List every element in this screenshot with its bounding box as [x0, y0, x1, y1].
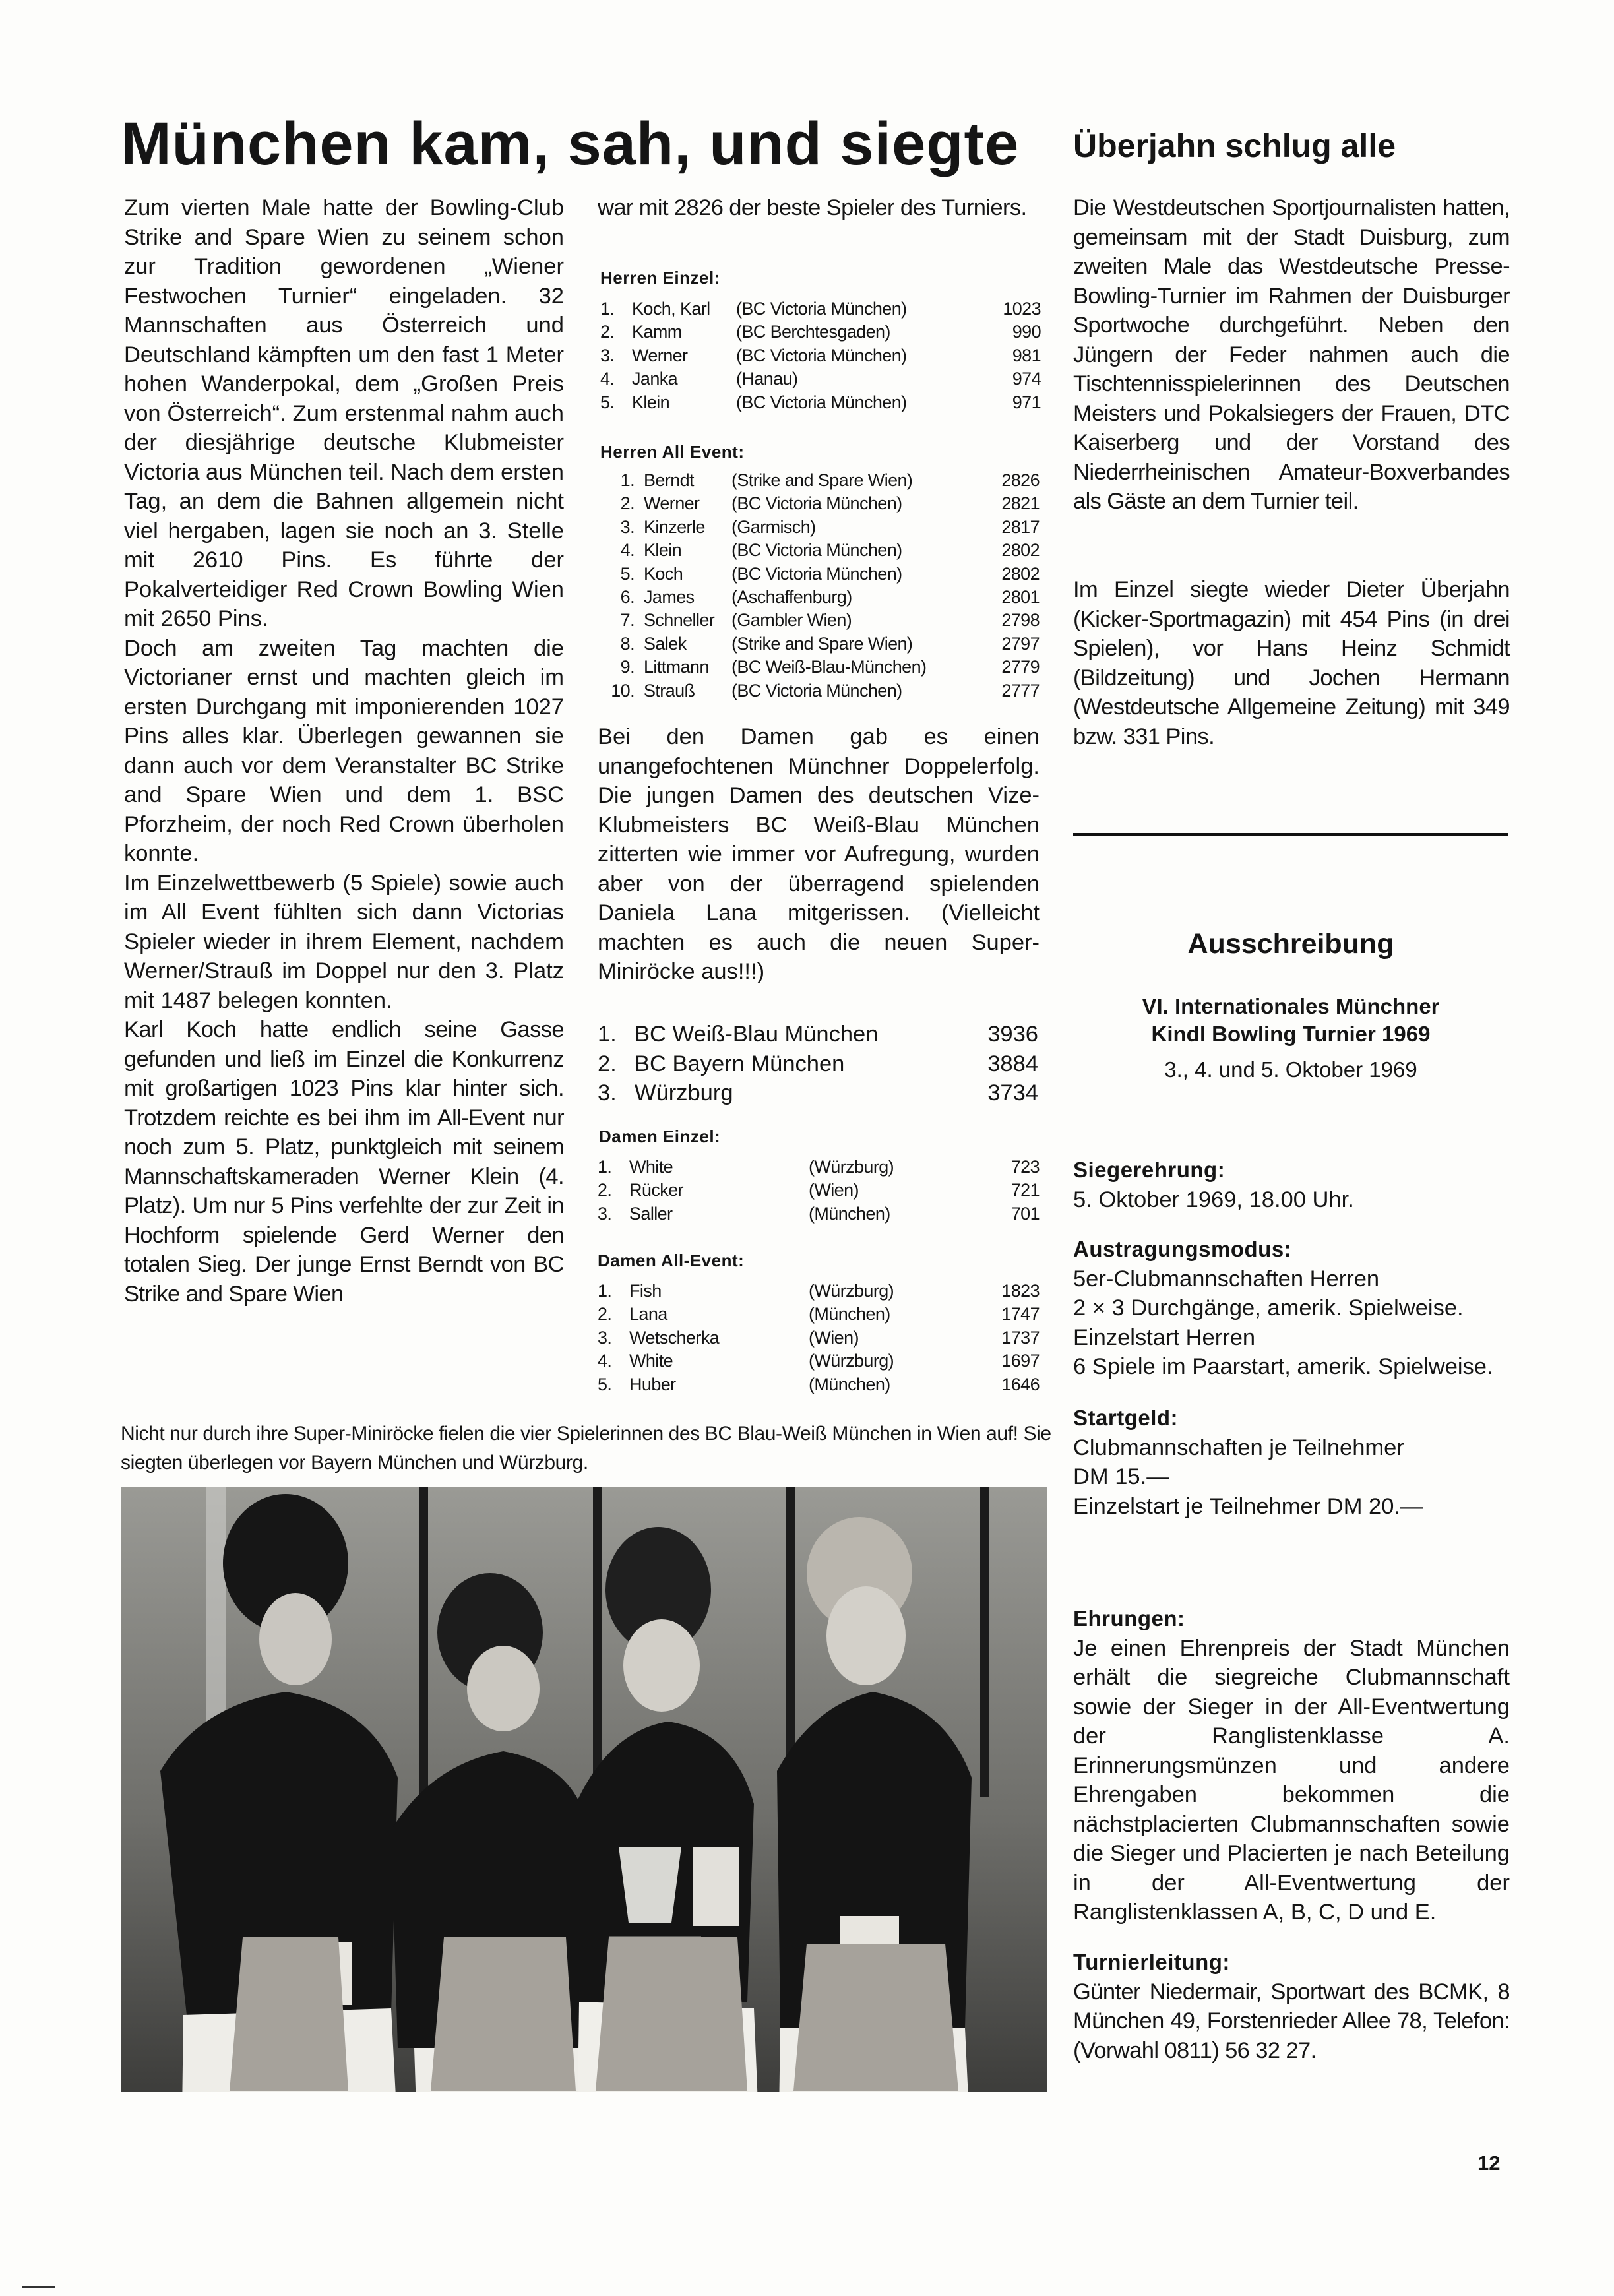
result-rank: 3.: [598, 1080, 617, 1105]
result-rank: 5.: [598, 1374, 612, 1394]
result-rank: 2.: [598, 1304, 612, 1324]
result-rank: 8.: [620, 633, 635, 654]
result-rank: 2.: [620, 493, 635, 514]
result-rank: 4.: [620, 540, 635, 561]
result-rank: 4.: [598, 1351, 612, 1371]
result-name: Schneller: [644, 610, 715, 631]
section-label: Siegerehrung:: [1073, 1158, 1226, 1182]
result-row: [598, 679, 1040, 702]
section-divider: [1073, 833, 1508, 836]
result-club: (Wien): [809, 1327, 859, 1348]
section-label: Ehrungen:: [1073, 1606, 1185, 1630]
result-name: Werner: [632, 345, 688, 365]
result-row: [598, 1280, 1040, 1303]
ausschreibung-subtitle-line-1: VI. Internationales Münchner: [1142, 994, 1440, 1018]
result-name: Lana: [629, 1304, 667, 1324]
result-row: [598, 586, 1040, 609]
section-line: 6 Spiele im Paarstart, amerik. Spielweise.: [1073, 1354, 1493, 1379]
result-club: (BC Victoria München): [731, 540, 902, 561]
result-club: (BC Victoria München): [736, 299, 907, 319]
result-rank: 2.: [598, 1180, 612, 1200]
result-rank: 1.: [600, 299, 615, 319]
result-name: Koch: [644, 563, 683, 584]
result-row: [598, 1049, 1038, 1079]
herren-all-event-table: [598, 469, 1040, 702]
result-name: BC Weiß-Blau München: [635, 1022, 879, 1047]
article-title: München kam, sah, und siegte: [121, 110, 1020, 177]
result-name: White: [629, 1351, 673, 1371]
article-body-column-2-intro: [598, 193, 1040, 223]
result-club: (Würzburg): [809, 1157, 894, 1177]
result-club: (BC Berchtesgaden): [736, 322, 890, 342]
result-club: (Garmisch): [731, 516, 816, 537]
result-club: (Würzburg): [809, 1281, 894, 1301]
result-club: (BC Victoria München): [736, 345, 907, 365]
result-row: [598, 539, 1040, 562]
result-score: 3734: [987, 1080, 1038, 1105]
section-siegerehrung: [1073, 1156, 1510, 1214]
result-name: White: [629, 1157, 673, 1177]
result-row: [600, 297, 1041, 321]
result-rank: 1.: [598, 1281, 612, 1301]
section-ehrungen: [1073, 1604, 1510, 1927]
photo-caption: Nicht nur durch ihre Super-Miniröcke fielen die vier Spielerinnen des BC Blau-Weiß München in Wien auf! Sie siegten überlegen vor Bayern München und Würzburg.: [121, 1423, 1051, 1474]
result-club: (Wien): [809, 1180, 859, 1200]
result-rank: 9.: [620, 657, 635, 677]
section-turnierleitung: [1073, 1948, 1510, 2065]
result-score: 2821: [1001, 493, 1040, 514]
result-name: Klein: [644, 540, 682, 561]
result-rank: 5.: [600, 392, 615, 412]
section-line: DM 15.—: [1073, 1464, 1169, 1489]
section-line: Einzelstart Herren: [1073, 1324, 1256, 1350]
result-row: [598, 1373, 1040, 1396]
result-score: 2826: [1001, 470, 1040, 490]
result-name: Janka: [632, 369, 678, 389]
article-paragraph: Im Einzelwettbewerb (5 Spiele) sowie auch im All Event fühlten sich dann Victorias Spieler wieder in ihrem Element, nachdem Werner/Strauß im Doppel nur den 3. Platz mit 1487 belegen konnten.: [124, 870, 564, 1013]
result-club: (Strike and Spare Wien): [731, 470, 913, 490]
section-label: Austragungsmodus:: [1073, 1237, 1292, 1261]
result-name: Klein: [632, 392, 670, 412]
result-name: Koch, Karl: [632, 299, 710, 319]
sidebar-body-2: [1073, 575, 1510, 751]
result-club: (BC Weiß-Blau-München): [731, 657, 927, 677]
result-club: (BC Victoria München): [731, 563, 902, 584]
team-photo-illustration: [121, 1487, 1047, 2092]
result-row: [598, 1179, 1040, 1202]
result-score: 721: [1010, 1180, 1040, 1200]
result-row: [598, 516, 1040, 539]
result-score: 1697: [1001, 1351, 1040, 1371]
article-body-damen: [598, 722, 1040, 987]
result-score: 2817: [1001, 516, 1040, 537]
result-club: (Würzburg): [809, 1351, 894, 1371]
article-paragraph: Doch am zweiten Tag machten die Victorianer ernst und machten gleich im ersten Durchgang mit imponierenden 1027 Pins alles klar. Überlegen gewannen sie dann auch vor dem Veranstalter BC Strike and Spare Wien und dem 1. BSC Pforzheim, der noch Red Crown überholen konnte.: [124, 635, 564, 866]
result-row: [598, 469, 1040, 492]
result-club: (München): [809, 1304, 890, 1324]
result-name: James: [644, 587, 695, 607]
result-name: Strauß: [644, 680, 695, 700]
team-photo: [121, 1487, 1047, 2092]
result-name: Werner: [644, 493, 700, 514]
ausschreibung-subtitle-line-2: Kindl Bowling Turnier 1969: [1151, 1022, 1431, 1046]
result-score: 1023: [1003, 299, 1041, 319]
result-rank: 3.: [620, 516, 635, 537]
sidebar-body: [1073, 193, 1510, 516]
result-row: [600, 344, 1041, 367]
section-austragungsmodus: [1073, 1235, 1510, 1382]
result-rank: 1.: [598, 1022, 617, 1047]
result-name: Littmann: [644, 657, 709, 677]
result-score: 2779: [1001, 657, 1040, 677]
crop-mark: [22, 2286, 55, 2288]
result-score: 974: [1012, 369, 1041, 389]
result-row: [598, 1326, 1040, 1350]
result-row: [598, 1156, 1040, 1179]
result-score: 2802: [1001, 563, 1040, 584]
result-name: Wetscherka: [629, 1327, 720, 1348]
result-score: 990: [1012, 322, 1041, 342]
result-row: [598, 492, 1040, 515]
result-name: Würzburg: [635, 1080, 733, 1105]
result-club: (München): [809, 1374, 890, 1394]
sidebar-title: Überjahn schlug alle: [1073, 127, 1396, 164]
section-line: Clubmannschaften je Teilnehmer: [1073, 1435, 1404, 1460]
result-row: [598, 656, 1040, 679]
result-row: [598, 1202, 1040, 1226]
result-rank: 7.: [620, 610, 635, 631]
result-name: Rücker: [629, 1180, 683, 1200]
ausschreibung-dates: 3., 4. und 5. Oktober 1969: [1164, 1057, 1417, 1082]
result-club: (Strike and Spare Wien): [731, 633, 913, 654]
result-score: 1737: [1001, 1327, 1040, 1348]
result-rank: 6.: [620, 587, 635, 607]
result-score: 981: [1012, 345, 1041, 365]
result-club: (BC Victoria München): [736, 392, 907, 412]
result-name: Kamm: [632, 322, 682, 342]
section-line: 5er-Clubmannschaften Herren: [1073, 1266, 1380, 1291]
result-name: Huber: [629, 1374, 676, 1394]
damen-all-event-heading: Damen All-Event:: [598, 1251, 745, 1270]
result-row: [598, 1303, 1040, 1326]
section-startgeld: [1073, 1404, 1510, 1521]
result-score: 723: [1010, 1157, 1040, 1177]
section-line: Günter Niedermair, Sportwart des BCMK, 8 München 49, Forstenrieder Allee 78, Telefon: (Vorwahl 0811) 56 32 27.: [1073, 1979, 1510, 2063]
result-rank: 3.: [598, 1327, 612, 1348]
page-number: 12: [1477, 2152, 1501, 2175]
section-label: Turnierleitung:: [1073, 1950, 1230, 1974]
result-row: [600, 321, 1041, 344]
result-score: 1646: [1001, 1374, 1040, 1394]
result-name: Salek: [644, 633, 687, 654]
result-rank: 1.: [598, 1157, 612, 1177]
result-name: Kinzerle: [644, 516, 705, 537]
sidebar-paragraph: Im Einzel siegte wieder Dieter Überjahn (Kicker-Sportmagazin) mit 454 Pins (in drei Spielen), vor Hans Heinz Schmidt (Bildzeitung) und Jochen Hermann (Westdeutsche Allgemeine Zeitung) mit 349 bzw. 331 Pins.: [1073, 577, 1510, 749]
result-score: 971: [1012, 392, 1041, 412]
article-paragraph: Bei den Damen gab es einen unangefochtenen Münchner Doppelerfolg. Die jungen Damen des deutschen Vize-Klubmeisters BC Weiß-Blau München zitterten wie immer vor Aufregung, wurden aber von der überragend spielenden Daniela Lana mitgerissen. (Vielleicht machten es auch die neuen Super-Miniröcke aus!!!): [598, 724, 1040, 984]
result-name: Saller: [629, 1203, 673, 1224]
article-paragraph: Karl Koch hatte endlich seine Gasse gefunden und ließ im Einzel die Konkurrenz mit großartigen 1023 Pins klar hinter sich. Trotzdem reichte es bei ihm im All-Event nur noch zum 5. Platz, punktgleich mit seinem Mannschaftskameraden Werner Klein (4. Platz). Um nur 5 Pins verfehlte der zur Zeit in Hochform spielende Gerd Werner den totalen Sieg. Der junge Ernst Berndt von BC Strike and Spare Wien: [124, 1017, 564, 1307]
result-score: 3936: [987, 1022, 1038, 1047]
section-label: Startgeld:: [1073, 1406, 1179, 1430]
article-body-column-1: [124, 193, 564, 1309]
section-line: Einzelstart je Teilnehmer DM 20.—: [1073, 1493, 1423, 1519]
result-club: (Hanau): [736, 369, 798, 389]
result-score: 3884: [987, 1051, 1038, 1076]
result-club: (BC Victoria München): [731, 680, 902, 700]
result-row: [598, 1020, 1038, 1049]
section-line: 2 × 3 Durchgänge, amerik. Spielweise.: [1073, 1295, 1464, 1320]
herren-all-event-heading: Herren All Event:: [600, 442, 745, 462]
result-rank: 2.: [600, 322, 615, 342]
result-name: Fish: [629, 1281, 662, 1301]
result-score: 1747: [1001, 1304, 1040, 1324]
result-name: BC Bayern München: [635, 1051, 845, 1076]
ausschreibung-title: Ausschreibung: [1187, 928, 1394, 960]
result-rank: 10.: [611, 680, 635, 700]
damen-all-event-table: [598, 1280, 1040, 1396]
herren-einzel-heading: Herren Einzel:: [600, 268, 720, 288]
result-rank: 4.: [600, 369, 615, 389]
result-name: Berndt: [644, 470, 694, 490]
result-row: [600, 391, 1041, 414]
article-paragraph: Zum vierten Male hatte der Bowling-Club Strike and Spare Wien zu seinem schon zur Tradition gewordenen „Wiener Festwochen Turnier“ eingeladen. 32 Mannschaften aus Österreich und Deutschland kämpften um den fast 1 Meter hohen Wanderpokal, dem „Großen Preis von Österreich“. Zum erstenmal nahm auch der diesjährige deutsche Klubmeister Victoria aus München teil. Nach dem ersten Tag, an dem die Bahnen allgemein nicht viel hergaben, lagen sie noch an 3. Stelle mit 2610 Pins. Es führte der Pokalverteidiger Red Crown Bowling Wien mit 2650 Pins.: [124, 195, 564, 631]
result-rank: 5.: [620, 563, 635, 584]
result-score: 2801: [1001, 587, 1040, 607]
section-line: 5. Oktober 1969, 18.00 Uhr.: [1073, 1187, 1354, 1212]
herren-einzel-table: [600, 297, 1041, 414]
result-score: 2777: [1001, 680, 1040, 700]
sidebar-paragraph: Die Westdeutschen Sportjournalisten hatten, gemeinsam mit der Stadt Duisburg, zum zweiten Male das Westdeutsche Presse-Bowling-Turnier im Rahmen der Duisburger Sportwoche durchgeführt. Neben den Jüngern der Feder nahmen auch die Tischtennisspielerinnen des Deutschen Meisters und Pokalsiegers der Frauen, DTC Kaiserberg und der Vorstand des Niederrheinischen Amateur-Boxverbandes als Gäste an dem Turnier teil.: [1073, 195, 1510, 514]
result-score: 2802: [1001, 540, 1040, 561]
damen-team-ranking: [598, 1020, 1038, 1108]
result-row: [598, 609, 1040, 632]
result-row: [598, 633, 1040, 656]
result-club: (Aschaffenburg): [731, 587, 852, 607]
result-row: [598, 1078, 1038, 1108]
result-row: [600, 367, 1041, 390]
result-rank: 3.: [598, 1203, 612, 1224]
result-club: (Gambler Wien): [731, 610, 852, 631]
damen-einzel-heading: Damen Einzel:: [599, 1127, 721, 1146]
result-club: (München): [809, 1203, 890, 1224]
ausschreibung-subtitle: [1073, 993, 1508, 1048]
result-rank: 1.: [620, 470, 635, 490]
damen-einzel-table: [598, 1156, 1040, 1226]
result-rank: 3.: [600, 345, 615, 365]
result-score: 701: [1010, 1203, 1040, 1224]
result-club: (BC Victoria München): [731, 493, 902, 514]
article-paragraph: war mit 2826 der beste Spieler des Turniers.: [598, 195, 1027, 220]
result-score: 2797: [1001, 633, 1040, 654]
result-rank: 2.: [598, 1051, 617, 1076]
result-score: 1823: [1001, 1281, 1040, 1301]
result-row: [598, 1350, 1040, 1373]
result-score: 2798: [1001, 610, 1040, 631]
section-line: Je einen Ehrenpreis der Stadt München erhält die siegreiche Clubmannschaft sowie der Sieger in der All-Eventwertung der Ranglistenklasse A. Erinnerungsmünzen und andere Ehrengaben bekommen die nächstplacierten Clubmannschaften sowie die Sieger und Placierten je nach Beteilung in der All-Eventwertung der Ranglistenklassen A, B, C, D und E.: [1073, 1635, 1510, 1925]
result-row: [598, 563, 1040, 586]
